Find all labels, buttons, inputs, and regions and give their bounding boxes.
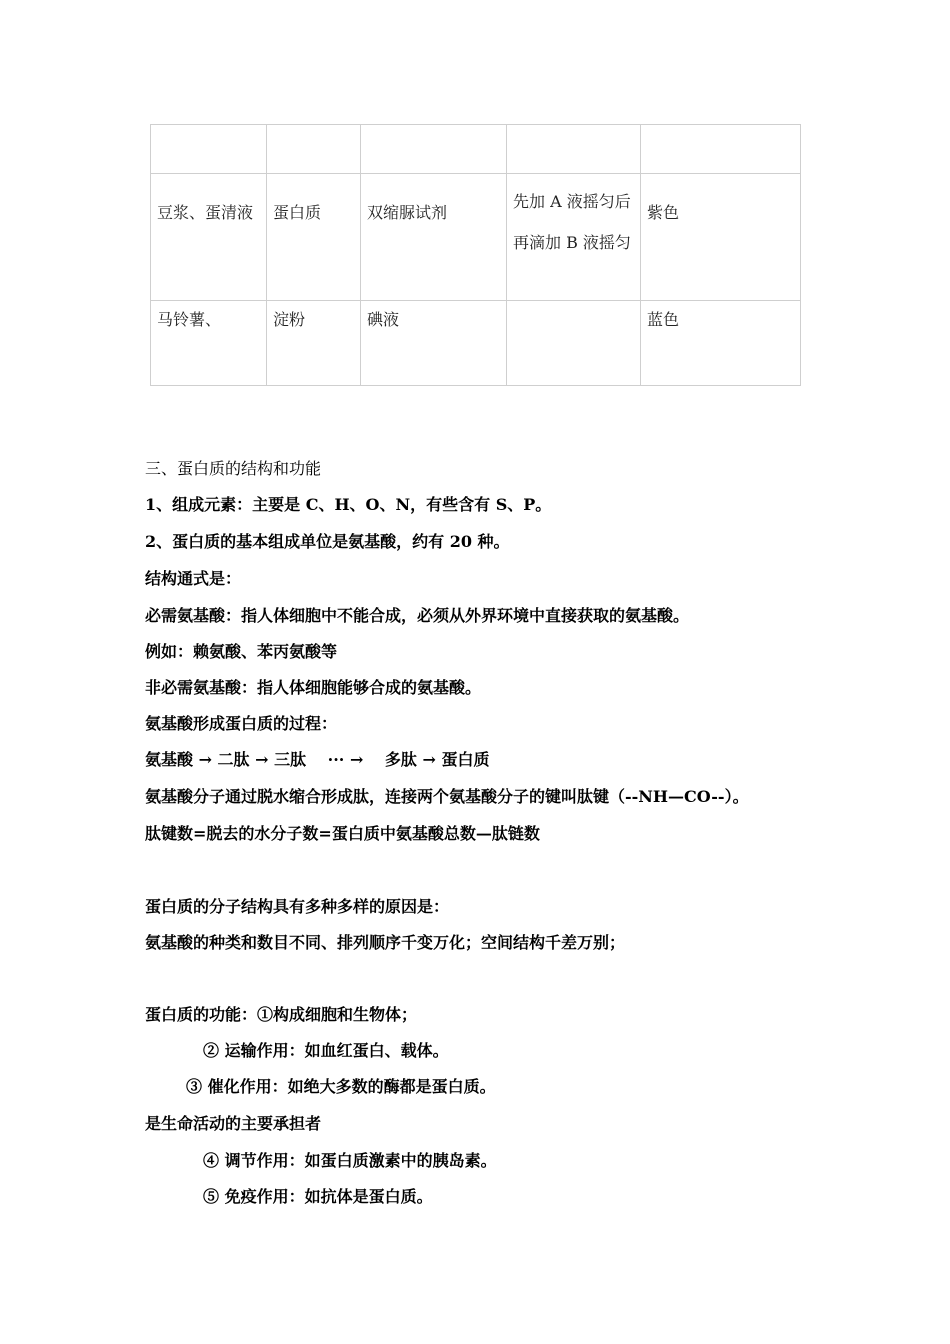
text-line: 肽键数=脱去的水分子数=蛋白质中氨基酸总数—肽链数 xyxy=(145,824,540,843)
sample-cell: 豆浆、蛋清液 xyxy=(151,174,267,301)
method-cell xyxy=(507,174,641,301)
text-line: 必需氨基酸：指人体细胞中不能合成，必须从外界环境中直接获取的氨基酸。 xyxy=(145,606,690,625)
text-line: 结构通式是： xyxy=(145,569,242,588)
table-row xyxy=(151,301,801,386)
text-line: 2、蛋白质的基本组成单位是氨基酸，约有 20 种。 xyxy=(145,532,510,551)
table-cell xyxy=(151,125,267,174)
table-cell xyxy=(361,125,507,174)
function-item: ④ 调节作用：如蛋白质激素中的胰岛素。 xyxy=(203,1151,497,1170)
function-item: ⑤ 免疫作用：如抗体是蛋白质。 xyxy=(203,1187,433,1206)
text-line: 例如：赖氨酸、苯丙氨酸等 xyxy=(145,642,338,661)
method-line: 再滴加 B 液摇匀 xyxy=(513,233,631,252)
text-line: 蛋白质的分子结构具有多种多样的原因是： xyxy=(145,897,450,916)
table-cell xyxy=(641,125,801,174)
table-cell xyxy=(507,125,641,174)
color-cell: 蓝色 xyxy=(641,301,801,386)
text-line: 非必需氨基酸：指人体细胞能够合成的氨基酸。 xyxy=(145,678,482,697)
text-line: 1、组成元素：主要是 C、H、O、N，有些含有 S、P。 xyxy=(145,495,552,514)
substance-cell: 蛋白质 xyxy=(267,174,361,301)
reagent-cell: 双缩脲试剂 xyxy=(361,174,507,301)
method-cell xyxy=(507,301,641,386)
table-row xyxy=(151,125,801,174)
reagent-cell: 碘液 xyxy=(361,301,507,386)
function-item: ③ 催化作用：如绝大多数的酶都是蛋白质。 xyxy=(186,1077,496,1096)
substance-cell: 淀粉 xyxy=(267,301,361,386)
sample-cell: 马铃薯、 xyxy=(151,301,267,386)
text-line: 氨基酸的种类和数目不同、排列顺序千变万化；空间结构千差万别； xyxy=(145,933,626,952)
function-item: ② 运输作用：如血红蛋白、载体。 xyxy=(203,1041,449,1060)
text-line: 是生命活动的主要承担者 xyxy=(145,1114,322,1133)
text-line: 蛋白质的功能：①构成细胞和生物体； xyxy=(145,1005,418,1024)
reagent-table xyxy=(150,124,801,386)
section-heading: 三、蛋白质的结构和功能 xyxy=(145,459,322,478)
text-line: 氨基酸形成蛋白质的过程： xyxy=(145,714,338,733)
table-row xyxy=(151,174,801,301)
color-cell: 紫色 xyxy=(641,174,801,301)
method-line: 先加 A 液摇匀后 xyxy=(513,192,631,211)
text-line: 氨基酸分子通过脱水缩合形成肽，连接两个氨基酸分子的键叫肽键（--NH—CO--）。 xyxy=(145,787,749,806)
table-cell xyxy=(267,125,361,174)
process-line: 氨基酸 → 二肽 → 三肽 ··· → 多肽 → 蛋白质 xyxy=(145,750,490,769)
